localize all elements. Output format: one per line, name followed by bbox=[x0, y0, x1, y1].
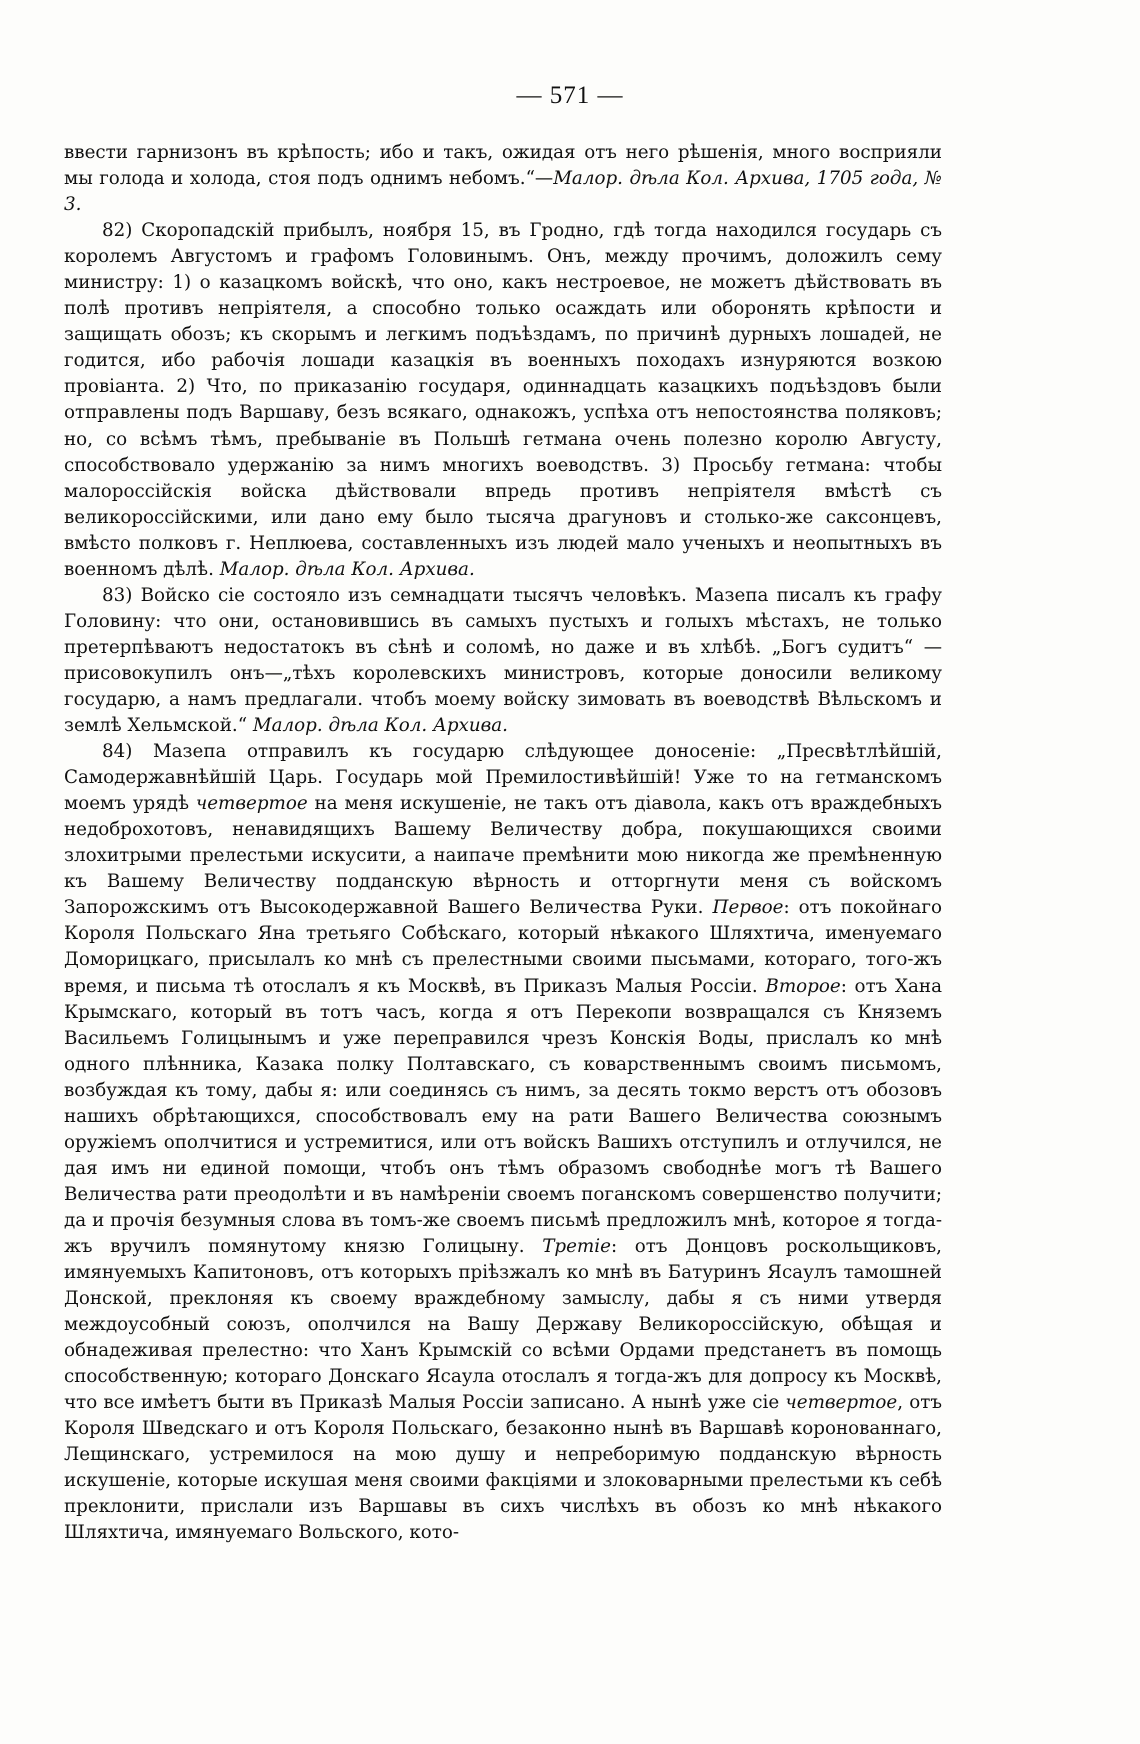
emphasis-word: четвертое bbox=[195, 793, 308, 815]
page-body bbox=[64, 140, 942, 1547]
paragraph-note-82 bbox=[64, 218, 942, 583]
text-run: на меня искушеніе, не такъ отъ діавола, какъ отъ враждебныхъ недоброхотовъ, ненавидящихъ Вашему Величеству добра, покушающихся своими злохитрыми прелестьми искусити, а наипаче премѣнити мою никогда же премѣненную къ Вашему Величеству подданскую вѣрность и отторгнути меня съ войскомъ Запорожскимъ отъ Высокодержавной Вашего Величества Руки. bbox=[64, 793, 942, 919]
emphasis-word: Третіе bbox=[542, 1235, 611, 1257]
paragraph-note-84 bbox=[64, 739, 942, 1546]
text-run: : отъ Хана Крымскаго, который въ тотъ часъ, когда я отъ Перекопи возвращался съ Княземъ Васильемъ Голицынымъ и уже переправился чрезъ Конскія Воды, прислалъ ко мнѣ одного плѣнника, Казака полку Полтавскаго, съ коварственнымъ своимъ письмомъ, возбуждая къ тому, дабы я: или соединясь съ нимъ, за десять токмо верстъ отъ обозовъ нашихъ обрѣтающихся, способствовалъ ему на рати Вашего Величества союзнымъ оружіемъ ополчитися и устремитися, или отъ войскъ Вашихъ отступилъ и отлучился, не дая имъ ни единой помощи, чтобъ онъ тѣмъ образомъ свободнѣе могъ тѣ Вашего Величества рати преодолѣти и въ намѣреніи своемъ поганскомъ совершенство получити; да и прочія безумныя слова въ томъ-же своемъ письмѣ предложилъ мнѣ, которое я тогда-жъ вручилъ помянутому князю Голицыну. bbox=[64, 975, 942, 1257]
source-citation: Малор. дѣла Кол. Архива. bbox=[252, 715, 508, 737]
text-run: : отъ покойнаго Короля Польскаго Яна третьяго Собѣскаго, который нѣкакого Шляхтича, именуемаго Доморицкаго, присылалъ ко мнѣ съ прелестными своими пысьмами, котораго, того-жъ время, и письма тѣ отослалъ я къ Москвѣ, въ Приказъ Малыя Россіи. bbox=[64, 897, 942, 997]
emphasis-word: Второе bbox=[765, 975, 841, 997]
source-citation: Малор. дѣла Кол. Архива. bbox=[219, 558, 475, 580]
text-run: 82) Скоропадскій прибылъ, ноября 15, въ Гродно, гдѣ тогда находился государь съ королемъ Августомъ и графомъ Головинымъ. Онъ, между прочимъ, доложилъ сему министру: 1) о казацкомъ войскѣ, что оно, какъ нестроевое, не можетъ дѣйствовать въ полѣ противъ непріятеля, а способно только осаждать или оборонять крѣпости и защищать обозъ; къ скорымъ и легкимъ подъѣздамъ, по причинѣ дурныхъ лошадей, не годится, ибо рабочія лошади казацкія въ военныхъ походахъ изнуряются возкою провіанта. 2) Что, по приказанію государя, одиннадцать казацкихъ подъѣздовъ были отправлены подъ Варшаву, безъ всякаго, однакожъ, успѣха отъ непостоянства поляковъ; но, со всѣмъ тѣмъ, пребываніе въ Польшѣ гетмана очень полезно королю Августу, способствовало удержанію за нимъ многихъ воеводствъ. 3) Просьбу гетмана: чтобы малороссійскія войска дѣйствовали впредь противъ непріятеля вмѣстѣ съ великороссійскими, или дано ему было тысяча драгуновъ и столько-же саксонцевъ, вмѣсто полковъ г. Неплюева, составленныхъ изъ людей мало ученыхъ и неопытныхъ въ военномъ дѣлѣ. bbox=[64, 220, 942, 580]
source-citation: Малор. дѣла Кол. Архива, 1705 года, № 3. bbox=[64, 168, 942, 216]
text-run: 84) Мазепа отправилъ къ государю слѣдующее доносеніе: „Пресвѣтлѣйшій, Самодержавнѣйшій Царь. Государь мой Премилостивѣйшій! Уже то на гетманскомъ моемъ урядѣ bbox=[64, 741, 942, 815]
emphasis-word: Первое bbox=[712, 897, 784, 919]
text-run: , отъ Короля Шведскаго и отъ Короля Польскаго, безаконно нынѣ въ Варшавѣ коронованнаго, Лещинскаго, устремилося на мою душу и непреборимую подданскую вѣрность искушеніе, которые искушая меня своими факціями и злоковарными прелестьми къ себѣ преклонити, прислали изъ Варшавы въ сихъ числѣхъ въ обозъ ко мнѣ нѣкакого Шляхтича, имянуемаго Вольского, кото- bbox=[64, 1392, 942, 1544]
text-run: 83) Войско сіе состояло изъ семнадцати тысячъ человѣкъ. Мазепа писалъ къ графу Головину: что они, остановившись въ самыхъ пустыхъ и голыхъ мѣстахъ, не только претерпѣваютъ недостатокъ въ сѣнѣ и соломѣ, но даже и въ хлѣбѣ. „Богъ судитъ“ —присовокупилъ онъ—„тѣхъ королевскихъ министровъ, которые доносили великому государю, а намъ предлагали. чтобъ моему войску зимовать въ воеводствѣ Вѣльскомъ и землѣ Хельмской.“ bbox=[64, 584, 942, 737]
text-run: : отъ Донцовъ роскольщиковъ, имянуемыхъ Капитоновъ, отъ которыхъ пріѣзжалъ ко мнѣ въ Батуринъ Ясаулъ тамошней Донской, преклоняя къ своему враждебному замыслу, дабы я съ ними утвердя междоусобный союзъ, ополчился на Вашу Державу Великороссійскую, обѣщая и обнадеживая прелестно: что Ханъ Крымскій со всѣми Ордами предстанетъ въ помощь способственную; котораго Донскаго Ясаула отослалъ я тогда-жъ для допросу къ Москвѣ, что все имѣетъ быти въ Приказѣ Малыя Россіи записано. А нынѣ уже сіе bbox=[64, 1235, 942, 1414]
paragraph-note-83 bbox=[64, 583, 942, 739]
emphasis-word: четвертое bbox=[785, 1392, 898, 1414]
text-run: ввести гарнизонъ въ крѣпость; ибо и такъ, ожидая отъ него рѣшенія, много восприяли мы голода и холода, стоя подъ однимъ небомъ.“— bbox=[64, 142, 942, 190]
page-number: — 571 — bbox=[516, 82, 624, 109]
paragraph-continuation bbox=[64, 140, 942, 218]
